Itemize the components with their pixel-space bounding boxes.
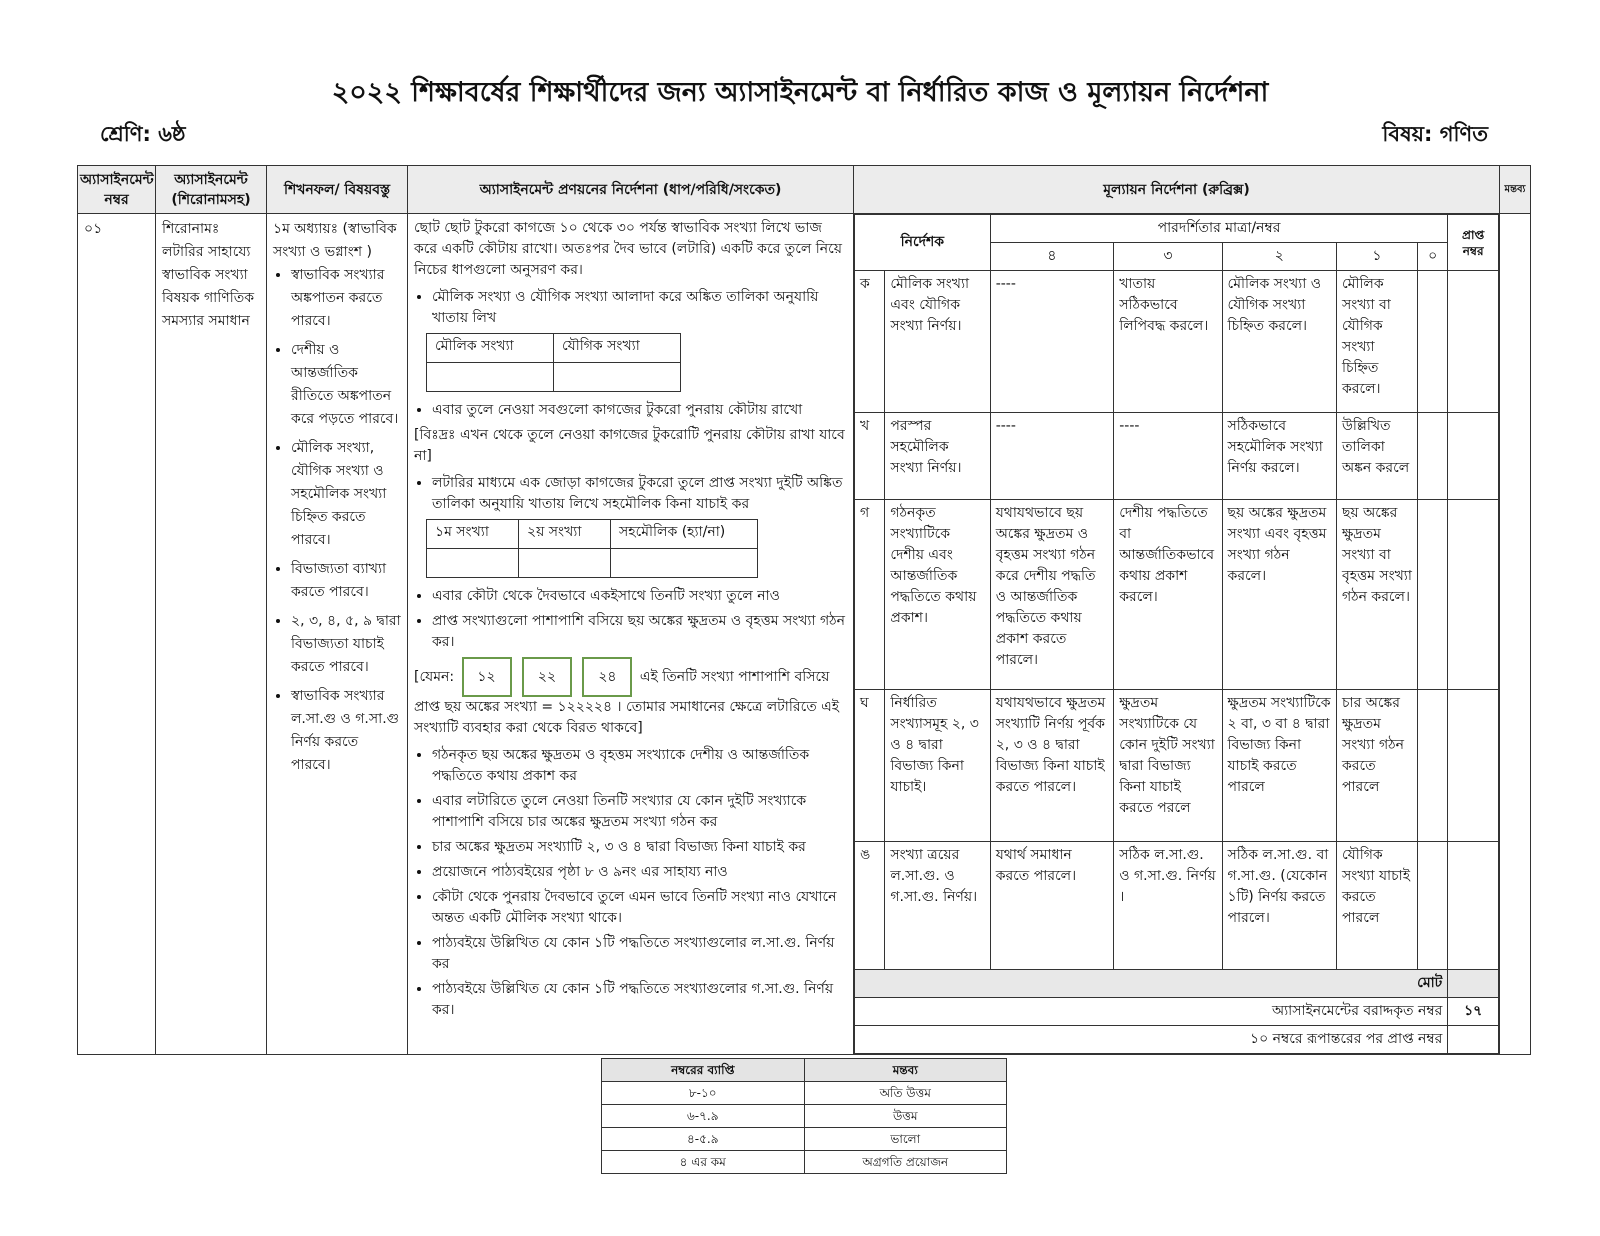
mini-cell: [554, 363, 681, 392]
rubric-level-0: [1417, 413, 1447, 500]
rubric-level-3: খাতায় সঠিকভাবে লিপিবদ্ধ করলে।: [1114, 271, 1222, 413]
instruction-step: • প্রয়োজনে পাঠ্যবইয়ের পৃষ্ঠা ৮ ও ৯নং এর সাহায্য নাও: [432, 862, 847, 883]
rubric-level-1: মৌলিক সংখ্যা বা যৌগিক সংখ্যা চিহ্নিত করলে।: [1336, 271, 1417, 413]
grade-range: ৪-৫.৯: [602, 1128, 805, 1151]
grade-remark: ভালো: [804, 1128, 1007, 1151]
rubric-level-4: যথাযথভাবে ছয় অঙ্কের ক্ষুদ্রতম ও বৃহত্তম সংখ্যা গঠন করে দেশীয় পদ্ধতি ও আন্তর্জাতিক পদ্ধতিতে কথায় প্রকাশ করতে পারলে।: [990, 500, 1114, 690]
instructions-cell: [408, 214, 854, 1055]
col-assignment-title: অ্যাসাইনমেন্ট (শিরোনামসহ): [156, 166, 267, 214]
rubric-key: খ: [855, 413, 885, 500]
rubric-indicator: পরস্পর সহমৌলিক সংখ্যা নির্ণয়।: [885, 413, 990, 500]
instruction-step: • মৌলিক সংখ্যা ও যৌগিক সংখ্যা আলাদা করে অঙ্কিত তালিকা অনুযায়ি খাতায় লিখ: [432, 287, 847, 329]
rubric-indicator: সংখ্যা ত্রয়ের ল.সা.গু. ও গ.সা.গু. নির্ণয়।: [885, 842, 990, 970]
level-header: ১: [1336, 243, 1417, 271]
example-block: [414, 657, 847, 739]
example-number-box: ১২: [462, 657, 512, 697]
rubric-key: গ: [855, 500, 885, 690]
rubric-level-2: সঠিক ল.সা.গু. বা গ.সা.গু. (যেকোন ১টি) নির্ণয় করতে পারলে।: [1222, 842, 1336, 970]
instruction-step: • এবার কৌটা থেকে দৈবভাবে একইসাথে তিনটি সংখ্যা তুলে নাও: [432, 586, 847, 607]
level-header: ০: [1417, 243, 1447, 271]
rubric-table: [854, 214, 1499, 1054]
grade-range: ৬-৭.৯: [602, 1105, 805, 1128]
instruction-step: • কৌটা থেকে পুনরায় দৈবভাবে তুলে এমন ভাবে তিনটি সংখ্যা নাও যেখানে অন্তত একটি মৌলিক সংখ্যা থাকে।: [432, 887, 847, 929]
prime-composite-table: [426, 333, 681, 392]
obtained-header: প্রাপ্ত নম্বর: [1448, 215, 1499, 271]
class-label: শ্রেণি: ৬ষ্ঠ: [100, 122, 186, 146]
mini-header: ১ম সংখ্যা: [427, 520, 519, 549]
rubric-level-2: মৌলিক সংখ্যা ও যৌগিক সংখ্যা চিহ্নিত করলে।: [1222, 271, 1336, 413]
outcome-item: • স্বাভাবিক সংখ্যার ল.সা.গু ও গ.সা.গু নির্ণয় করতে পারবে।: [291, 685, 401, 777]
grade-header-remark: মন্তব্য: [804, 1059, 1007, 1082]
mini-header: ২য় সংখ্যা: [519, 520, 611, 549]
rubric-indicator: নির্ধারিত সংখ্যাসমূহ ২, ৩ ও ৪ দ্বারা বিভাজ্য কিনা যাচাই।: [885, 690, 990, 842]
mini-cell: [519, 549, 611, 578]
mini-header: সহমৌলিক (হ্যা/না): [611, 520, 758, 549]
rubric-level-0: [1417, 271, 1447, 413]
rubric-obtained: [1448, 842, 1499, 970]
rubric-level-4: ----: [990, 271, 1114, 413]
grade-remark: অতি উত্তম: [804, 1082, 1007, 1105]
rubric-indicator: গঠনকৃত সংখ্যাটিকে দেশীয় এবং আন্তর্জাতিক পদ্ধতিতে কথায় প্রকাশ।: [885, 500, 990, 690]
mini-header: যৌগিক সংখ্যা: [554, 334, 681, 363]
outcome-item: • দেশীয় ও আন্তর্জাতিক রীতিতে অঙ্কপাতন করে পড়তে পারবে।: [291, 339, 401, 431]
rubric-level-4: ----: [990, 413, 1114, 500]
rubric-level-3: ----: [1114, 413, 1222, 500]
example-number-box: ২২: [522, 657, 572, 697]
level-header: ২: [1222, 243, 1336, 271]
rubric-level-3: সঠিক ল.সা.গু. ও গ.সা.গু. নির্ণয় ।: [1114, 842, 1222, 970]
rubric-level-4: যথাযথভাবে ক্ষুদ্রতম সংখ্যাটি নির্ণয় পূর্বক ২, ৩ ও ৪ দ্বারা বিভাজ্য কিনা যাচাই করতে পারলে।: [990, 690, 1114, 842]
rubric-level-0: [1417, 690, 1447, 842]
rubric-level-1: চার অঙ্কের ক্ষুদ্রতম সংখ্যা গঠন করতে পারলে: [1336, 690, 1417, 842]
instruction-step: • পাঠ্যবইয়ে উল্লিখিত যে কোন ১টি পদ্ধতিতে সংখ্যাগুলোর ল.সা.গু. নির্ণয় কর: [432, 933, 847, 975]
outcome-item: • মৌলিক সংখ্যা, যৌগিক সংখ্যা ও সহমৌলিক সংখ্যা চিহ্নিত করতে পারবে।: [291, 437, 401, 552]
assignment-table: [77, 165, 1531, 1055]
level-header: ৩: [1114, 243, 1222, 271]
learning-outcomes: [267, 214, 408, 1055]
grade-range: ৪ এর কম: [602, 1151, 805, 1174]
instruction-step: • প্রাপ্ত সংখ্যাগুলো পাশাপাশি বসিয়ে ছয় অঙ্কের ক্ষুদ্রতম ও বৃহত্তম সংখ্যা গঠন কর।: [432, 611, 847, 653]
performance-header: পারদর্শিতার মাত্রা/নম্বর: [990, 215, 1448, 243]
rubric-level-4: যথার্থ সমাধান করতে পারলে।: [990, 842, 1114, 970]
rubric-level-2: ছয় অঙ্কের ক্ষুদ্রতম সংখ্যা এবং বৃহত্তম সংখ্যা গঠন করলে।: [1222, 500, 1336, 690]
instruction-step: • পাঠ্যবইয়ে উল্লিখিত যে কোন ১টি পদ্ধতিতে সংখ্যাগুলোর গ.সা.গু. নির্ণয় কর।: [432, 979, 847, 1021]
outcome-item: • স্বাভাবিক সংখ্যার অঙ্কপাতন করতে পারবে।: [291, 264, 401, 333]
rubric-level-0: [1417, 500, 1447, 690]
col-assignment-no: অ্যাসাইনমেন্ট নম্বর: [78, 166, 156, 214]
rubric-key: ক: [855, 271, 885, 413]
rubric-cell: [854, 214, 1500, 1055]
rubric-level-1: যৌগিক সংখ্যা যাচাই করতে পারলে: [1336, 842, 1417, 970]
rubric-level-2: সঠিকভাবে সহমৌলিক সংখ্যা নির্ণয় করলে।: [1222, 413, 1336, 500]
rubric-obtained: [1448, 500, 1499, 690]
col-rubric: মূল্যায়ন নির্দেশনা (রুব্রিক্স): [854, 166, 1500, 214]
instruction-step: • এবার তুলে নেওয়া সবগুলো কাগজের টুকরো পুনরায় কৌটায় রাখো: [432, 400, 847, 421]
assigned-marks-value: ১৭: [1448, 998, 1499, 1026]
indicator-header: নির্দেশক: [855, 215, 991, 271]
assignment-title: শিরোনামঃ লটারির সাহায্যে স্বাভাবিক সংখ্যা বিষয়ক গাণিতিক সমস্যার সমাধান: [156, 214, 267, 1055]
rubric-level-1: ছয় অঙ্কের ক্ষুদ্রতম সংখ্যা বা বৃহত্তম সংখ্যা গঠন করলে।: [1336, 500, 1417, 690]
page-title: ২০২২ শিক্ষাবর্ষের শিক্ষার্থীদের জন্য অ্যাসাইনমেন্ট বা নির্ধারিত কাজ ও মূল্যায়ন নির্দেশনা: [331, 77, 1269, 108]
instruction-note: [বিঃদ্রঃ এখন থেকে তুলে নেওয়া কাগজের টুকরোটি পুনরায় কৌটায় রাখা যাবে না]: [414, 427, 845, 464]
example-prefix: [যেমন:: [414, 669, 455, 685]
chapter-label: ১ম অধ্যায়ঃ (স্বাভাবিক সংখ্যা ও ভগ্নাংশ ): [273, 221, 397, 260]
instruction-step: • চার অঙ্কের ক্ষুদ্রতম সংখ্যাটি ২, ৩ ও ৪ দ্বারা বিভাজ্য কিনা যাচাই কর: [432, 837, 847, 858]
rubric-level-1: উল্লিখিত তালিকা অঙ্কন করলে: [1336, 413, 1417, 500]
mini-cell: [427, 363, 554, 392]
col-learning-outcome: শিখনফল/ বিষয়বস্তু: [267, 166, 408, 214]
grade-scale-table: [601, 1058, 1007, 1174]
assignment-number: ০১: [78, 214, 156, 1055]
example-suffix: এই তিনটি সংখ্যা পাশাপাশি বসিয়ে প্রাপ্ত ছয় অঙ্কের সংখ্যা = ১২২২২৪ । তোমার সমাধানের ক্ষেত্রে লটারিতে এই সংখ্যাটি ব্যবহার করা থেকে বিরত থাকবে]: [414, 669, 840, 736]
instruction-step: • এবার লটারিতে তুলে নেওয়া তিনটি সংখ্যার যে কোন দুইটি সংখ্যাকে পাশাপাশি বসিয়ে চার অঙ্কের ক্ষুদ্রতম সংখ্যা গঠন কর: [432, 791, 847, 833]
rubric-obtained: [1448, 413, 1499, 500]
rubric-level-2: ক্ষুদ্রতম সংখ্যাটিকে ২ বা, ৩ বা ৪ দ্বারা বিভাজ্য কিনা যাচাই করতে পারলে: [1222, 690, 1336, 842]
outcome-list: [273, 264, 401, 777]
subject-label: বিষয়: গণিত: [1382, 122, 1488, 146]
outcome-item: • বিভাজ্যতা ব্যাখ্যা করতে পারবে।: [291, 558, 401, 604]
example-number-box: ২৪: [582, 657, 632, 697]
rubric-obtained: [1448, 271, 1499, 413]
rubric-level-0: [1417, 842, 1447, 970]
rubric-obtained: [1448, 690, 1499, 842]
coprime-table: [426, 519, 758, 578]
rubric-indicator: মৌলিক সংখ্যা এবং যৌগিক সংখ্যা নির্ণয়।: [885, 271, 990, 413]
rubric-key: ঙ: [855, 842, 885, 970]
grade-range: ৮-১০: [602, 1082, 805, 1105]
rubric-level-3: ক্ষুদ্রতম সংখ্যাটিকে যে কোন দুইটি সংখ্যা দ্বারা বিভাজ্য কিনা যাচাই করতে পরলে: [1114, 690, 1222, 842]
col-remarks: মন্তব্য: [1500, 166, 1531, 214]
instruction-step: • গঠনকৃত ছয় অঙ্কের ক্ষুদ্রতম ও বৃহত্তম সংখ্যাকে দেশীয় ও আন্তর্জাতিক পদ্ধতিতে কথায় প্রকাশ কর: [432, 745, 847, 787]
converted-marks-value: [1448, 1026, 1499, 1054]
level-header: ৪: [990, 243, 1114, 271]
outcome-item: • ২, ৩, ৪, ৫, ৯ দ্বারা বিভাজ্যতা যাচাই করতে পারবে।: [291, 610, 401, 679]
grade-remark: অগ্রগতি প্রয়োজন: [804, 1151, 1007, 1174]
mini-cell: [611, 549, 758, 578]
instruction-step: • লটারির মাধ্যমে এক জোড়া কাগজের টুকরো তুলে প্রাপ্ত সংখ্যা দুইটি অঙ্কিত তালিকা অনুযায়ি খাতায় লিখে সহমৌলিক কিনা যাচাই কর: [432, 473, 847, 515]
remarks-cell: [1500, 214, 1531, 1055]
instruction-intro: ছোট ছোট টুকরো কাগজে ১০ থেকে ৩০ পর্যন্ত স্বাভাবিক সংখ্যা লিখে ভাজ করে একটি কৌটায় রাখো। অতঃপর দৈব ভাবে (লটারি) একটি করে তুলে নিয়ে নিচের ধাপগুলো অনুসরণ কর।: [414, 220, 842, 278]
grade-remark: উত্তম: [804, 1105, 1007, 1128]
assigned-marks-label: অ্যাসাইনমেন্টের বরাদ্দকৃত নম্বর: [855, 998, 1448, 1026]
grade-header-range: নম্বরের ব্যাপ্তি: [602, 1059, 805, 1082]
rubric-key: ঘ: [855, 690, 885, 842]
example-number-boxes: [459, 657, 636, 697]
mini-cell: [427, 549, 519, 578]
total-value: [1448, 970, 1499, 998]
rubric-level-3: দেশীয় পদ্ধতিতে বা আন্তর্জাতিকভাবে কথায় প্রকাশ করলে।: [1114, 500, 1222, 690]
mini-header: মৌলিক সংখ্যা: [427, 334, 554, 363]
converted-marks-label: ১০ নম্বরে রূপান্তরের পর প্রাপ্ত নম্বর: [855, 1026, 1448, 1054]
total-label: মোট: [855, 970, 1448, 998]
col-instructions: অ্যাসাইনমেন্ট প্রণয়নের নির্দেশনা (ধাপ/পরিধি/সংকেত): [408, 166, 854, 214]
